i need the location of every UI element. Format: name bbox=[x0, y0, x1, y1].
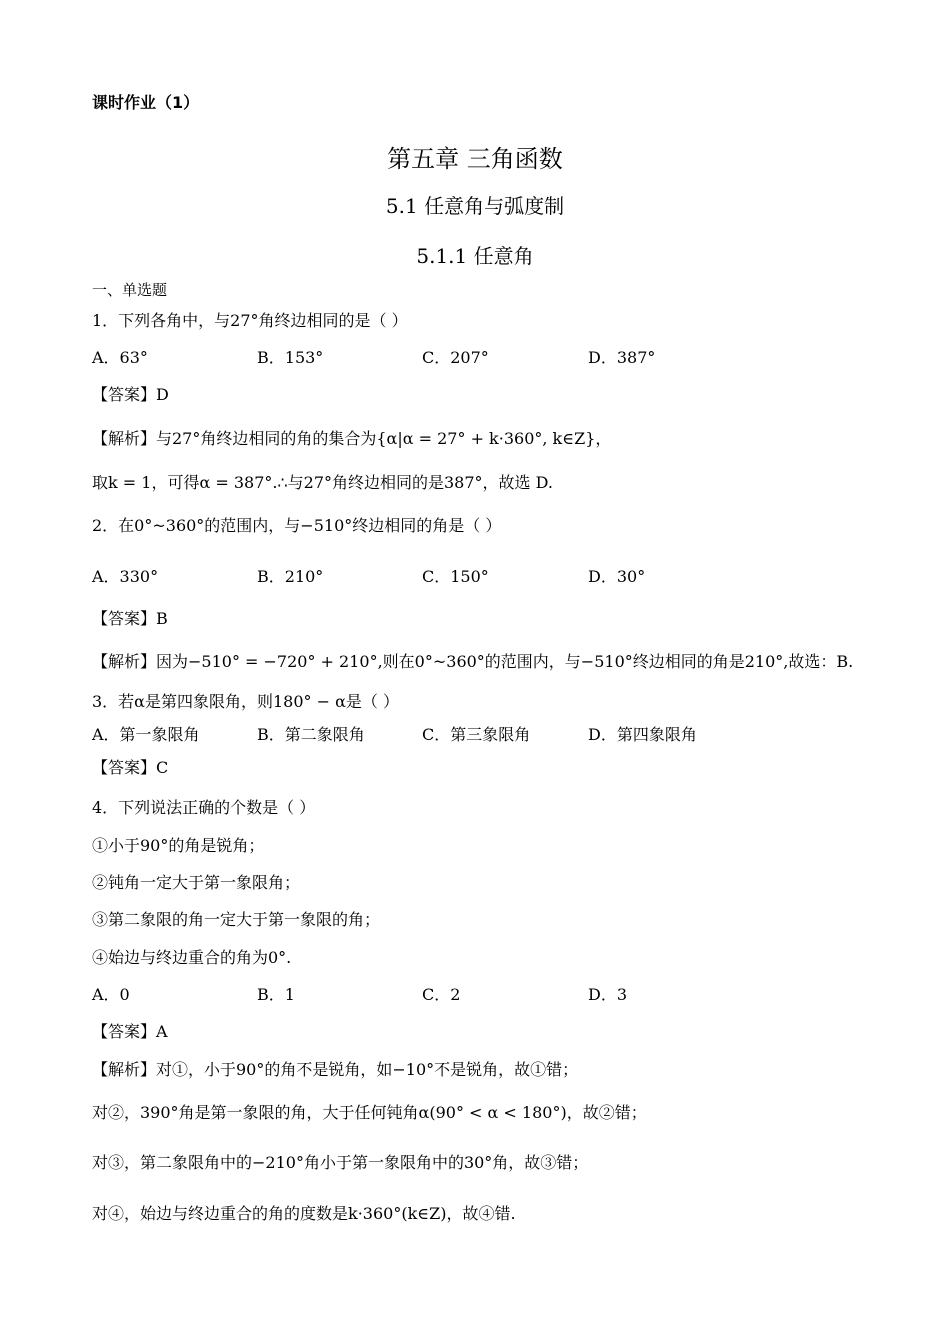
q2-option-d: D．30° bbox=[588, 567, 646, 586]
q1-analysis-line: 取k = 1，可得α = 387°.∴与27°角终边相同的是387°，故选 D. bbox=[92, 473, 553, 492]
q4-analysis-line: 对③，第二象限角中的−210°角小于第一象限角中的30°角，故③错； bbox=[92, 1153, 589, 1172]
q4-analysis-line: 对④，始边与终边重合的角的度数是k·360°(k∈Z)，故④错. bbox=[92, 1204, 516, 1223]
q2-option-b: B．210° bbox=[257, 567, 324, 586]
q4-stem: 4．下列说法正确的个数是（ ） bbox=[92, 798, 316, 817]
q4-statement: ②钝角一定大于第一象限角； bbox=[92, 873, 301, 892]
q4-option-b: B．1 bbox=[257, 985, 295, 1004]
q2-stem: 2．在0°~360°的范围内，与−510°终边相同的角是（ ） bbox=[92, 516, 502, 535]
q2-analysis-line: 【解析】因为−510° = −720° + 210°,则在0°~360°的范围内，与−510°终边相同的角是210°,故选：B. bbox=[92, 652, 854, 671]
q4-option-d: D．3 bbox=[588, 985, 628, 1004]
q4-statement: ③第二象限的角一定大于第一象限的角； bbox=[92, 910, 381, 929]
q2-option-a: A．330° bbox=[92, 567, 159, 586]
q4-option-a: A．0 bbox=[92, 985, 130, 1004]
q1-option-a: A．63° bbox=[92, 348, 148, 367]
q4-statement: ④始边与终边重合的角为0°. bbox=[92, 948, 292, 967]
subsection-title: 5.1.1 任意角 bbox=[416, 244, 534, 268]
q4-analysis-line: 对②，390°角是第一象限的角，大于任何钝角α(90° < α < 180°)，故②错； bbox=[92, 1103, 647, 1122]
q4-answer: 【答案】A bbox=[92, 1022, 168, 1041]
q3-stem: 3．若α是第四象限角，则180° − α是（ ） bbox=[92, 692, 399, 711]
chapter-title: 第五章 三角函数 bbox=[387, 145, 563, 173]
q1-option-b: B．153° bbox=[257, 348, 324, 367]
q4-analysis-line: 【解析】对①，小于90°的角不是锐角，如−10°不是锐角，故①错； bbox=[92, 1060, 579, 1079]
q3-option-d: D．第四象限角 bbox=[588, 725, 697, 744]
q1-analysis-line: 【解析】与27°角终边相同的角的集合为{α|α = 27° + k·360°, k∈Z}， bbox=[92, 429, 612, 448]
q1-option-c: C．207° bbox=[422, 348, 489, 367]
q3-option-c: C．第三象限角 bbox=[422, 725, 531, 744]
q1-option-d: D．387° bbox=[588, 348, 656, 367]
q2-answer: 【答案】B bbox=[92, 609, 168, 628]
assignment-label: 课时作业（1） bbox=[92, 93, 200, 112]
section-title: 5.1 任意角与弧度制 bbox=[385, 194, 565, 218]
q3-option-a: A．第一象限角 bbox=[92, 725, 200, 744]
q3-answer: 【答案】C bbox=[92, 758, 169, 777]
q4-statement: ①小于90°的角是锐角； bbox=[92, 836, 265, 855]
q3-option-b: B．第二象限角 bbox=[257, 725, 365, 744]
q1-stem: 1．下列各角中，与27°角终边相同的是（ ） bbox=[92, 311, 408, 330]
part-heading: 一、单选题 bbox=[92, 281, 168, 299]
q4-option-c: C．2 bbox=[422, 985, 461, 1004]
q1-answer: 【答案】D bbox=[92, 385, 169, 404]
q2-option-c: C．150° bbox=[422, 567, 489, 586]
